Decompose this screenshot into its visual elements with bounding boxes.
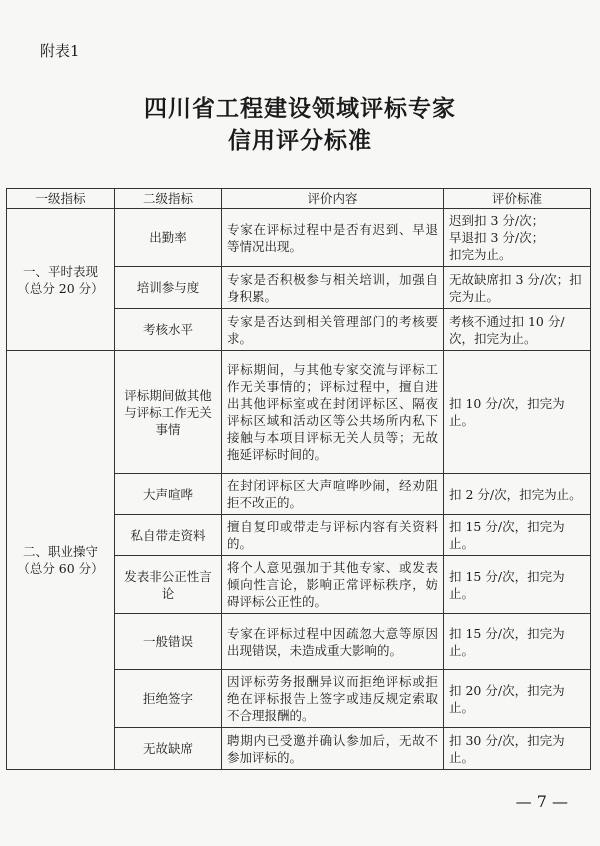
evaluation-content: 专家是否达到相关管理部门的考核要求。 — [222, 309, 444, 351]
evaluation-standard: 考核不通过扣 10 分/次，扣完为止。 — [444, 309, 591, 351]
table-row — [7, 351, 591, 474]
evaluation-standard: 扣 15 分/次，扣完为止。 — [444, 556, 591, 614]
level2-indicator: 私自带走资料 — [115, 515, 222, 556]
evaluation-standard: 扣 15 分/次，扣完为止。 — [444, 614, 591, 670]
evaluation-content: 评标期间，与其他专家交流与评标工作无关事情的；评标过程中，擅自进出其他评标室或在封闭评标区、隔夜评标区域和活动区等公共场所内私下接触与本项目评标无关人员等；无故拖延评标时间的。 — [222, 351, 444, 474]
level2-indicator: 拒绝签字 — [115, 670, 222, 728]
level2-indicator: 一般错误 — [115, 614, 222, 670]
evaluation-content: 因评标劳务报酬异议而拒绝评标或拒绝在评标报告上签字或违反规定索取不合理报酬的。 — [222, 670, 444, 728]
evaluation-standard: 扣 15 分/次，扣完为止。 — [444, 515, 591, 556]
level1-label: 一、平时表现 （总分 20 分） — [17, 263, 104, 296]
level2-indicator: 发表非公正性言论 — [115, 556, 222, 614]
evaluation-standard: 扣 30 分/次，扣完为止。 — [444, 728, 591, 770]
level2-indicator: 培训参与度 — [115, 267, 222, 309]
evaluation-standard: 无故缺席扣 3 分/次；扣完为止。 — [444, 267, 591, 309]
document-title-line-2: 信用评分标准 — [228, 127, 372, 154]
table-body — [7, 209, 591, 770]
level2-indicator: 大声喧哗 — [115, 474, 222, 515]
header-level1: 一级指标 — [7, 189, 115, 209]
document-title-line-1: 四川省工程建设领域评标专家 — [144, 95, 456, 122]
level2-indicator: 出勤率 — [115, 209, 222, 267]
level2-indicator: 评标期间做其他与评标工作无关事情 — [115, 351, 222, 474]
table-header-row — [7, 189, 591, 209]
page-number: — 7 — — [515, 792, 568, 811]
evaluation-standard: 迟到扣 3 分/次； 早退扣 3 分/次； 扣完为止。 — [444, 209, 591, 267]
header-level2: 二级指标 — [115, 189, 222, 209]
evaluation-content: 专家在评标过程中因疏忽大意等原因出现错误，未造成重大影响的。 — [222, 614, 444, 670]
credit-scoring-table — [6, 188, 591, 770]
evaluation-content: 聘期内已受邀并确认参加后，无故不参加评标的。 — [222, 728, 444, 770]
level1-indicator — [7, 209, 115, 351]
header-content: 评价内容 — [222, 189, 444, 209]
level1-label: 二、职业操守 （总分 60 分） — [17, 544, 104, 576]
evaluation-content: 擅自复印或带走与评标内容有关资料的。 — [222, 515, 444, 556]
evaluation-content: 专家是否积极参与相关培训，加强自身积累。 — [222, 267, 444, 309]
evaluation-content: 专家在评标过程中是否有迟到、早退等情况出现。 — [222, 209, 444, 267]
evaluation-standard: 扣 2 分/次，扣完为止。 — [444, 474, 591, 515]
header-standard: 评价标准 — [444, 189, 591, 209]
level2-indicator: 考核水平 — [115, 309, 222, 351]
level2-indicator: 无故缺席 — [115, 728, 222, 770]
evaluation-content: 将个人意见强加于其他专家、或发表倾向性言论，影响正常评标秩序，妨碍评标公正性的。 — [222, 556, 444, 614]
evaluation-standard: 扣 20 分/次，扣完为止。 — [444, 670, 591, 728]
appendix-label: 附表1 — [40, 42, 80, 60]
level1-indicator — [7, 351, 115, 770]
evaluation-content: 在封闭评标区大声喧哗吵闹，经劝阻拒不改正的。 — [222, 474, 444, 515]
evaluation-standard: 扣 10 分/次，扣完为止。 — [444, 351, 591, 474]
table-row — [7, 209, 591, 267]
